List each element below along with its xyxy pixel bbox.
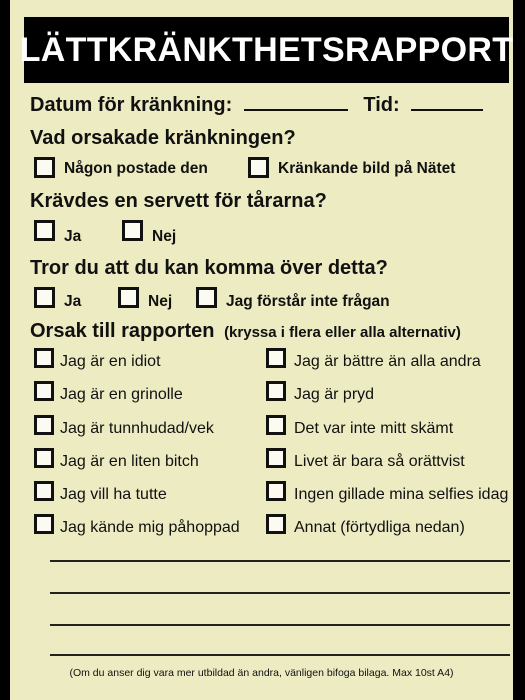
time-field[interactable]: [411, 95, 483, 111]
option-reason-right-3: Det var inte mitt skämt: [294, 420, 454, 437]
checkbox-reason-right-3[interactable]: [266, 415, 286, 435]
question-reason-label: Orsak till rapporten: [30, 320, 215, 342]
checkbox-reason-right-2[interactable]: [266, 381, 286, 401]
checkbox-reason-left-4[interactable]: [34, 448, 54, 468]
report-form: [10, 0, 513, 700]
option-reason-left-2: Jag är en grinolle: [60, 386, 183, 403]
option-reason-right-4: Livet är bara så orättvist: [294, 453, 465, 470]
date-field[interactable]: [244, 95, 348, 111]
checkbox-reason-right-1[interactable]: [266, 348, 286, 368]
checkbox-someone-posted[interactable]: [34, 157, 55, 178]
checkbox-get-over-yes[interactable]: [34, 287, 55, 308]
checkbox-reason-right-5[interactable]: [266, 481, 286, 501]
option-get-over-yes: Ja: [64, 293, 82, 310]
time-label: Tid:: [363, 94, 400, 116]
checkbox-offensive-image[interactable]: [248, 157, 269, 178]
option-reason-right-5: Ingen gillade mina selfies idag: [294, 486, 509, 503]
checkbox-reason-left-3[interactable]: [34, 415, 54, 435]
question-reason-hint: (kryssa i flera eller alla alternativ): [224, 324, 461, 341]
option-napkin-no: Nej: [152, 228, 177, 245]
checkbox-get-over-no[interactable]: [118, 287, 139, 308]
option-napkin-yes: Ja: [64, 228, 82, 245]
checkbox-reason-right-6[interactable]: [266, 514, 286, 534]
option-reason-right-1: Jag är bättre än alla andra: [294, 353, 481, 370]
checkbox-reason-left-1[interactable]: [34, 348, 54, 368]
footer-note: (Om du anser dig vara mer utbildad än andra, vänligen bifoga bilaga. Max 10st A4): [69, 667, 454, 679]
option-reason-right-6: Annat (förtydliga nedan): [294, 519, 465, 536]
option-get-over-no: Nej: [148, 293, 173, 310]
writing-line-1[interactable]: [50, 560, 510, 562]
question-napkin: Krävdes en servett för tårarna?: [30, 190, 327, 212]
question-get-over: Tror du att du kan komma över detta?: [30, 257, 388, 279]
writing-line-4[interactable]: [50, 654, 510, 656]
checkbox-napkin-yes[interactable]: [34, 220, 55, 241]
checkbox-reason-right-4[interactable]: [266, 448, 286, 468]
question-cause: Vad orsakade kränkningen?: [30, 127, 296, 149]
option-someone-posted: Någon postade den: [64, 160, 208, 177]
form-title: LÄTTKRÄNKTHETSRAPPORT: [24, 17, 509, 83]
checkbox-get-over-dont-understand[interactable]: [196, 287, 217, 308]
option-reason-left-1: Jag är en idiot: [60, 353, 161, 370]
option-reason-right-2: Jag är pryd: [294, 386, 375, 403]
writing-line-2[interactable]: [50, 592, 510, 594]
date-label: Datum för kränkning:: [30, 94, 233, 116]
checkbox-reason-left-6[interactable]: [34, 514, 54, 534]
date-time-row: [30, 94, 483, 117]
checkbox-napkin-no[interactable]: [122, 220, 143, 241]
checkbox-reason-left-5[interactable]: [34, 481, 54, 501]
option-reason-left-5: Jag vill ha tutte: [60, 486, 167, 503]
option-get-over-dont-understand: Jag förstår inte frågan: [226, 293, 390, 310]
writing-line-3[interactable]: [50, 624, 510, 626]
question-reason: [30, 320, 461, 343]
checkbox-reason-left-2[interactable]: [34, 381, 54, 401]
option-reason-left-6: Jag kände mig påhoppad: [60, 519, 240, 536]
option-reason-left-3: Jag är tunnhudad/vek: [60, 420, 214, 437]
option-offensive-image: Kränkande bild på Nätet: [278, 160, 456, 177]
option-reason-left-4: Jag är en liten bitch: [60, 453, 199, 470]
